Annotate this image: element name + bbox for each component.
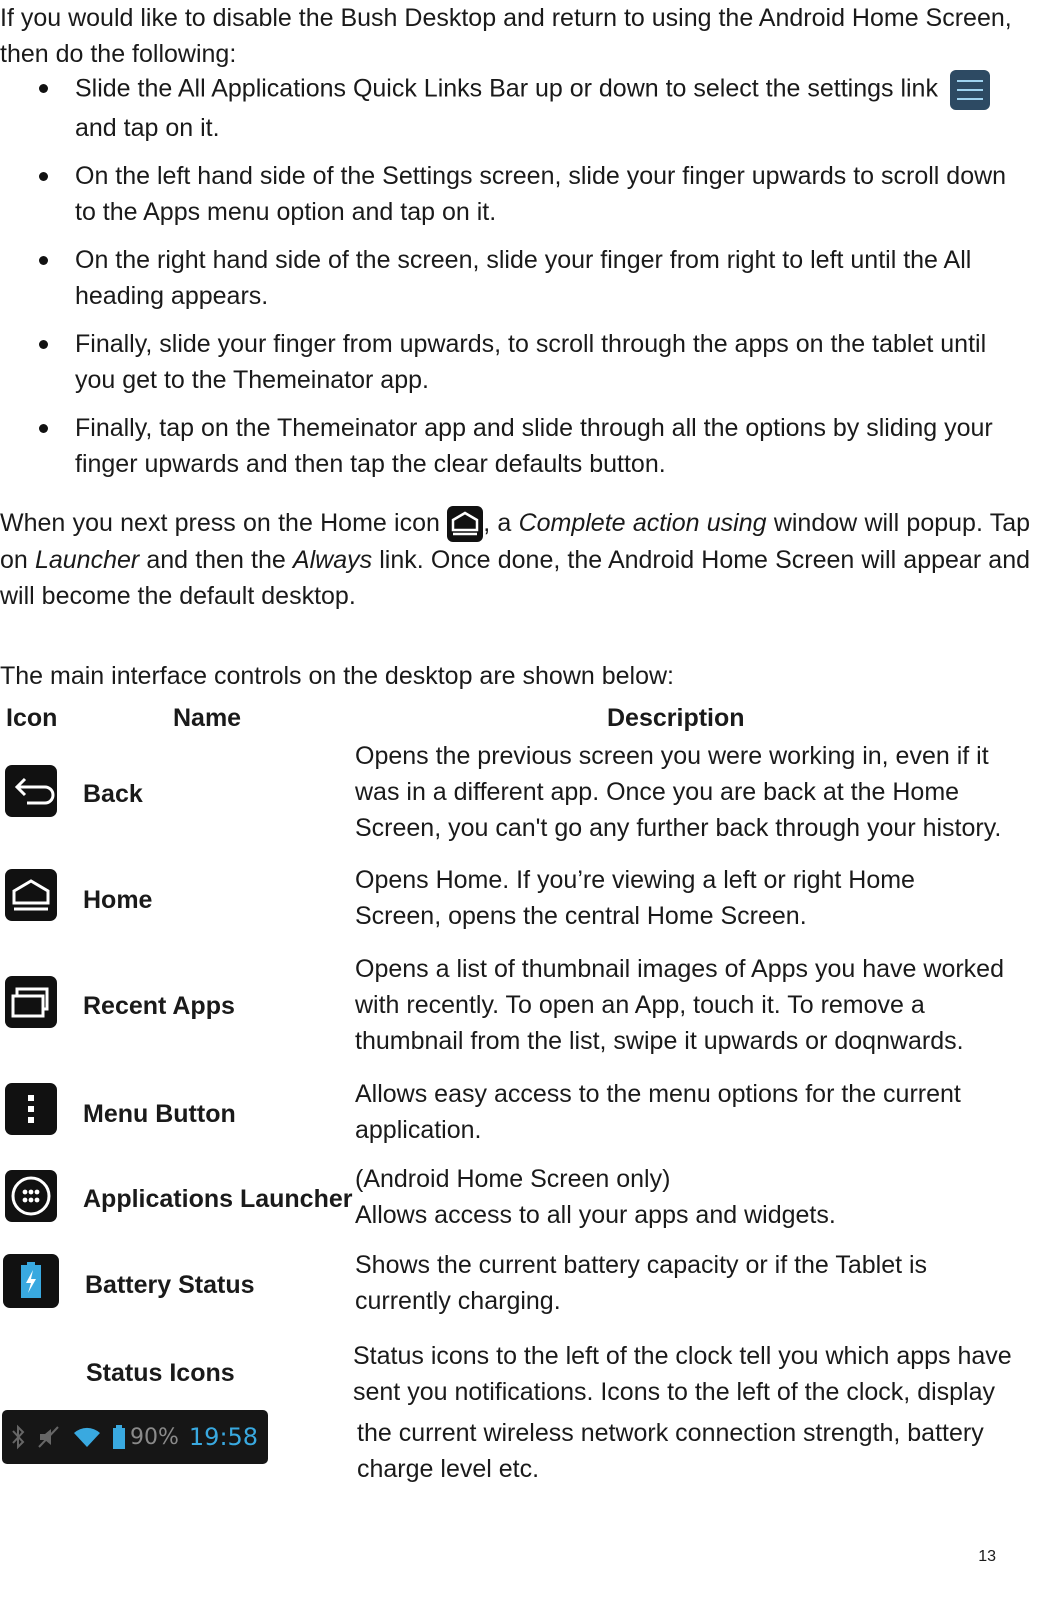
list-item: Finally, slide your finger from upwards, to scroll through the apps on the tablet until you get to the Themeinator app. xyxy=(0,326,1030,398)
wifi-icon xyxy=(72,1423,102,1451)
bullet-icon xyxy=(39,84,48,93)
list-item: Slide the All Applications Quick Links Bar up or down to select the settings link and tap on it. xyxy=(0,70,1030,146)
recent-apps-icon xyxy=(5,976,57,1028)
list-item: On the right hand side of the screen, slide your finger from right to left until the All heading appears. xyxy=(0,242,1030,314)
status-bar-image xyxy=(2,1410,268,1464)
table-row-description: Status icons to the left of the clock tell you which apps have sent you notifications. Icons to the left of the clock, display the current wireless network connection strength, battery charge level etc. xyxy=(353,1342,1012,1483)
mute-icon xyxy=(36,1423,62,1451)
battery-small-icon xyxy=(112,1424,126,1450)
table-row-description: Opens Home. If you’re viewing a left or right Home Screen, opens the central Home Screen. xyxy=(355,866,915,930)
intro-paragraph: If you would like to disable the Bush Desktop and return to using the Android Home Screen, then do the following: xyxy=(0,4,1012,68)
home-icon-paragraph: When you next press on the Home icon , a Complete action using window will popup. Tap on Launcher and then the Always link. Once done, the Android Home Screen will appear and will become the default desktop. xyxy=(0,505,1030,614)
table-row-description: Allows easy access to the menu options for the current application. xyxy=(355,1080,961,1144)
bullet-icon xyxy=(39,172,48,181)
table-row-name: Battery Status xyxy=(85,1271,255,1299)
table-row-name: Back xyxy=(83,780,143,808)
table-row-name: Status Icons xyxy=(86,1359,235,1387)
table-row-name: Recent Apps xyxy=(83,992,235,1020)
bullet-icon xyxy=(39,256,48,265)
battery-percent: 90% xyxy=(130,1424,179,1450)
controls-intro: The main interface controls on the desktop are shown below: xyxy=(0,662,674,690)
table-row-name: Menu Button xyxy=(83,1100,236,1128)
home-icon xyxy=(447,506,483,542)
bluetooth-icon xyxy=(10,1423,26,1451)
apps-launcher-icon xyxy=(5,1170,57,1222)
table-row-name: Applications Launcher xyxy=(83,1185,353,1213)
list-item: Finally, tap on the Themeinator app and slide through all the options by sliding your finger upwards and then tap the clear defaults button. xyxy=(0,410,1030,482)
settings-icon xyxy=(950,70,990,110)
table-row-name: Home xyxy=(83,886,153,914)
header-icon: Icon xyxy=(6,704,58,732)
instruction-list xyxy=(0,70,1030,494)
menu-icon xyxy=(5,1083,57,1135)
table-row-description: (Android Home Screen only) Allows access to all your apps and widgets. xyxy=(355,1165,836,1229)
table-row-description: Opens the previous screen you were working in, even if it was in a different app. Once you are back at the Home Screen, you can't go any further back through your history. xyxy=(355,742,1002,842)
header-description: Description xyxy=(607,704,745,732)
back-icon xyxy=(5,765,57,817)
list-item: On the left hand side of the Settings screen, slide your finger upwards to scroll down to the Apps menu option and tap on it. xyxy=(0,158,1030,230)
page-number: 13 xyxy=(978,1548,996,1565)
clock: 19:58 xyxy=(188,1423,259,1451)
table-row-description: Shows the current battery capacity or if the Tablet is currently charging. xyxy=(355,1251,928,1315)
bullet-icon xyxy=(39,424,48,433)
bullet-icon xyxy=(39,340,48,349)
battery-icon xyxy=(3,1254,59,1308)
home-icon xyxy=(5,869,57,921)
header-name: Name xyxy=(173,704,242,732)
table-row-description: Opens a list of thumbnail images of Apps you have worked with recently. To open an App, touch it. To remove a thumbnail from the list, swipe it upwards or doqnwards. xyxy=(355,955,1004,1055)
